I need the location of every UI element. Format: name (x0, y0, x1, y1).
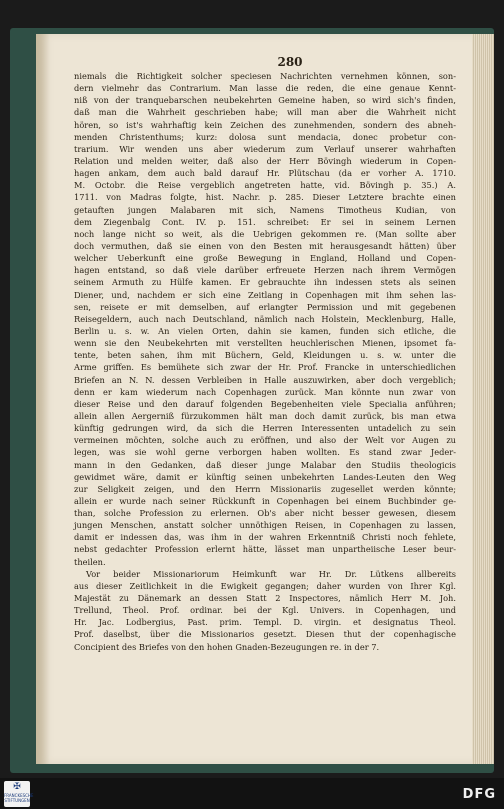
page-gutter-shadow (36, 34, 50, 764)
text-line: getauften jungen Malabaren mit sich, Namens Timotheus Kudian, von (74, 204, 456, 215)
text-line: niemals die Richtigkeit solcher speciesen Nachrichten vernehmen können, son- (74, 71, 456, 81)
text-line: daß man die Wahrheit geschrieben habe; will man aber die Wahrheit nicht (74, 107, 456, 118)
text-line: hagen ankam, dem auch bald darauf Hr. Plütschau (da er vorher A. 1710. (74, 168, 456, 179)
text-line: Prof. daselbst, über die Missionarios gesetzt. Diesen thut der copenhagische (74, 629, 456, 640)
text-line: trarium. Wir wenden uns aber wiederum zum Verlauf unserer wahrhaften (74, 143, 456, 154)
text-line: sen, reisete er mit demselben, auf erlangter Permission und mit gegebenen (74, 301, 456, 312)
page-text-body (74, 70, 456, 653)
text-line: noch lange nicht so weit, als die Uebrigen gekommen re. (Man sollte aber (74, 228, 456, 239)
text-line: damit er indessen das, was ihm in der wahren Erkenntniß Christi noch fehlete, (74, 532, 456, 543)
text-line: hagen entstand, so daß viele darüber erfreuete Herzen nach ihrem Vermögen (74, 265, 456, 276)
text-line: dieser Reise und den darauf folgenden Begebenheiten viele Specialia anführen; (74, 398, 456, 409)
text-line: niß von der tranquebarschen neubekehrten Gemeine haben, so wird sich's finden, (74, 95, 456, 106)
text-line: tente, beten sahen, ihm mit Büchern, Geld, Kleidungen u. s. w. unter die (74, 350, 456, 361)
text-line: dem Ziegenbalg Cont. IV. p. 151. schreibet: Er sei in seinem Lernen (74, 216, 456, 227)
text-line: Relation und melden weiter, daß also der Herr Bövingh wiederum in Copen- (74, 155, 456, 166)
text-line: Briefen an N. N. dessen Verbleiben in Halle auszuwirken, aber doch vergeblich; (74, 374, 456, 385)
text-line: 1711. von Madras folgte, hist. Nachr. p. 285. Dieser Letztere brachte einen (74, 192, 456, 203)
text-line: M. Octobr. die Reise vergeblich angetreten hatte, vid. Bövingh p. 35.) A. (74, 180, 456, 191)
text-line: allein er wurde nach seiner Rückkunft in Copenhagen bei einem Buchbinder ge- (74, 495, 456, 506)
text-line: Arme griffen. Es bemühete sich zwar der Hr. Prof. Francke in unterschiedlichen (74, 362, 456, 373)
text-line: jungen Menschen, anstatt solcher unnöthigen Reisen, in Copenhagen zu lassen, (74, 520, 456, 531)
text-line: künftig gedrungen wird, da sich die Herren Interessenten untadelich zu sein (74, 423, 456, 434)
text-line: denn er kam wiederum nach Copenhagen zurück. Man könnte nun zwar von (74, 386, 456, 397)
page-edges (472, 34, 494, 764)
text-line: Trellund, Theol. Prof. ordinar. bei der Kgl. Univers. in Copenhagen, und (74, 605, 456, 616)
text-line: doch vermuthen, daß sie einen von den Besten mit herausgesandt hätten) über (74, 240, 456, 251)
text-line: vermeinen möchten, solche auch zu eröffnen, und also der Welt vor Augen zu (74, 435, 456, 446)
text-line: hören, so ist's wahrhaftig kein Zeichen des zunehmenden, sondern des abneh- (74, 119, 456, 130)
franckesche-stiftungen-logo (4, 781, 34, 807)
text-line: Vor beider Missionariorum Heimkunft war Hr. Dr. Lütkens allbereits (86, 568, 456, 579)
dfg-logo: DFG (462, 787, 496, 802)
text-line: menden Christenthums; kurz: dolosa sunt mendacia, donec probetur con- (74, 131, 456, 142)
text-line: dern vielmehr das Contrarium. Man lasse die reden, die eine genaue Kennt- (74, 83, 456, 94)
text-line: Diener, und, nachdem er sich eine Zeitlang in Copenhagen mit ihm sehen las- (74, 289, 456, 300)
text-line: than, solche Profession zu erlernen. Ob's aber nicht besser gewesen, diesem (74, 508, 456, 519)
text-line: Reisegeldern, auch nach Deutschland, nämlich nach Holstein, Mecklenburg, Halle, (74, 313, 456, 324)
text-line: legen, was sie wohl gerne verborgen haben wollten. Es stand zwar Jeder- (74, 447, 456, 458)
logo-left-text: FRANCKESCHE STIFTUNGEN (4, 793, 34, 803)
text-line: Majestät zu Dänemark an dessen Statt 2 Inspectores, nämlich Herr M. Joh. (74, 593, 456, 604)
text-line: aus dieser Zeitlichkeit in die Ewigkeit gegangen; daher wurden von Ihrer Kgl. (74, 580, 456, 591)
text-line: theilen. (74, 556, 106, 567)
text-line: Berlin u. s. w. An vielen Orten, dahin sie kamen, funden sich etliche, die (74, 325, 456, 336)
text-line: welcher Ueberkunft eine große Bewegung in England, Holland und Copen- (74, 253, 456, 264)
institution-emblem-icon: ✠ (13, 782, 21, 792)
text-line: Concipient des Briefes von den hohen Gnaden-Bezeugungen re. in der 7. (74, 641, 380, 652)
text-line: gewidmet wäre, damit er künftig seinen unbekehrten Landes-Leuten den Weg (74, 471, 456, 482)
viewer-footer (0, 778, 504, 809)
text-line: Hr. Jac. Lodbergius, Past. prim. Templ. D. virgin. et designatus Theol. (74, 617, 456, 628)
page-number: 280 (277, 55, 303, 69)
text-line: nebst gedachter Profession erlernt hätte, lässet man unpartheiische Leser beur- (74, 544, 456, 555)
text-line: mann in den Gedanken, daß dieser junge Malabar den Studiis theologicis (74, 459, 456, 470)
text-line: zur Seligkeit zeigen, und den Herrn Missionariis zugesellet werden könnte; (74, 483, 456, 494)
text-line: wenn sie den Neubekehrten mit verstellten heuchlerischen Mienen, ipsomet fa- (74, 338, 456, 349)
text-line: allein allen Aergerniß fürzukommen hält man doch damit zurück, bis man etwa (74, 410, 456, 421)
text-line: seinem Armuth zu Hülfe kamen. Er gebrauchte ihn indessen stets als seinen (74, 277, 456, 288)
